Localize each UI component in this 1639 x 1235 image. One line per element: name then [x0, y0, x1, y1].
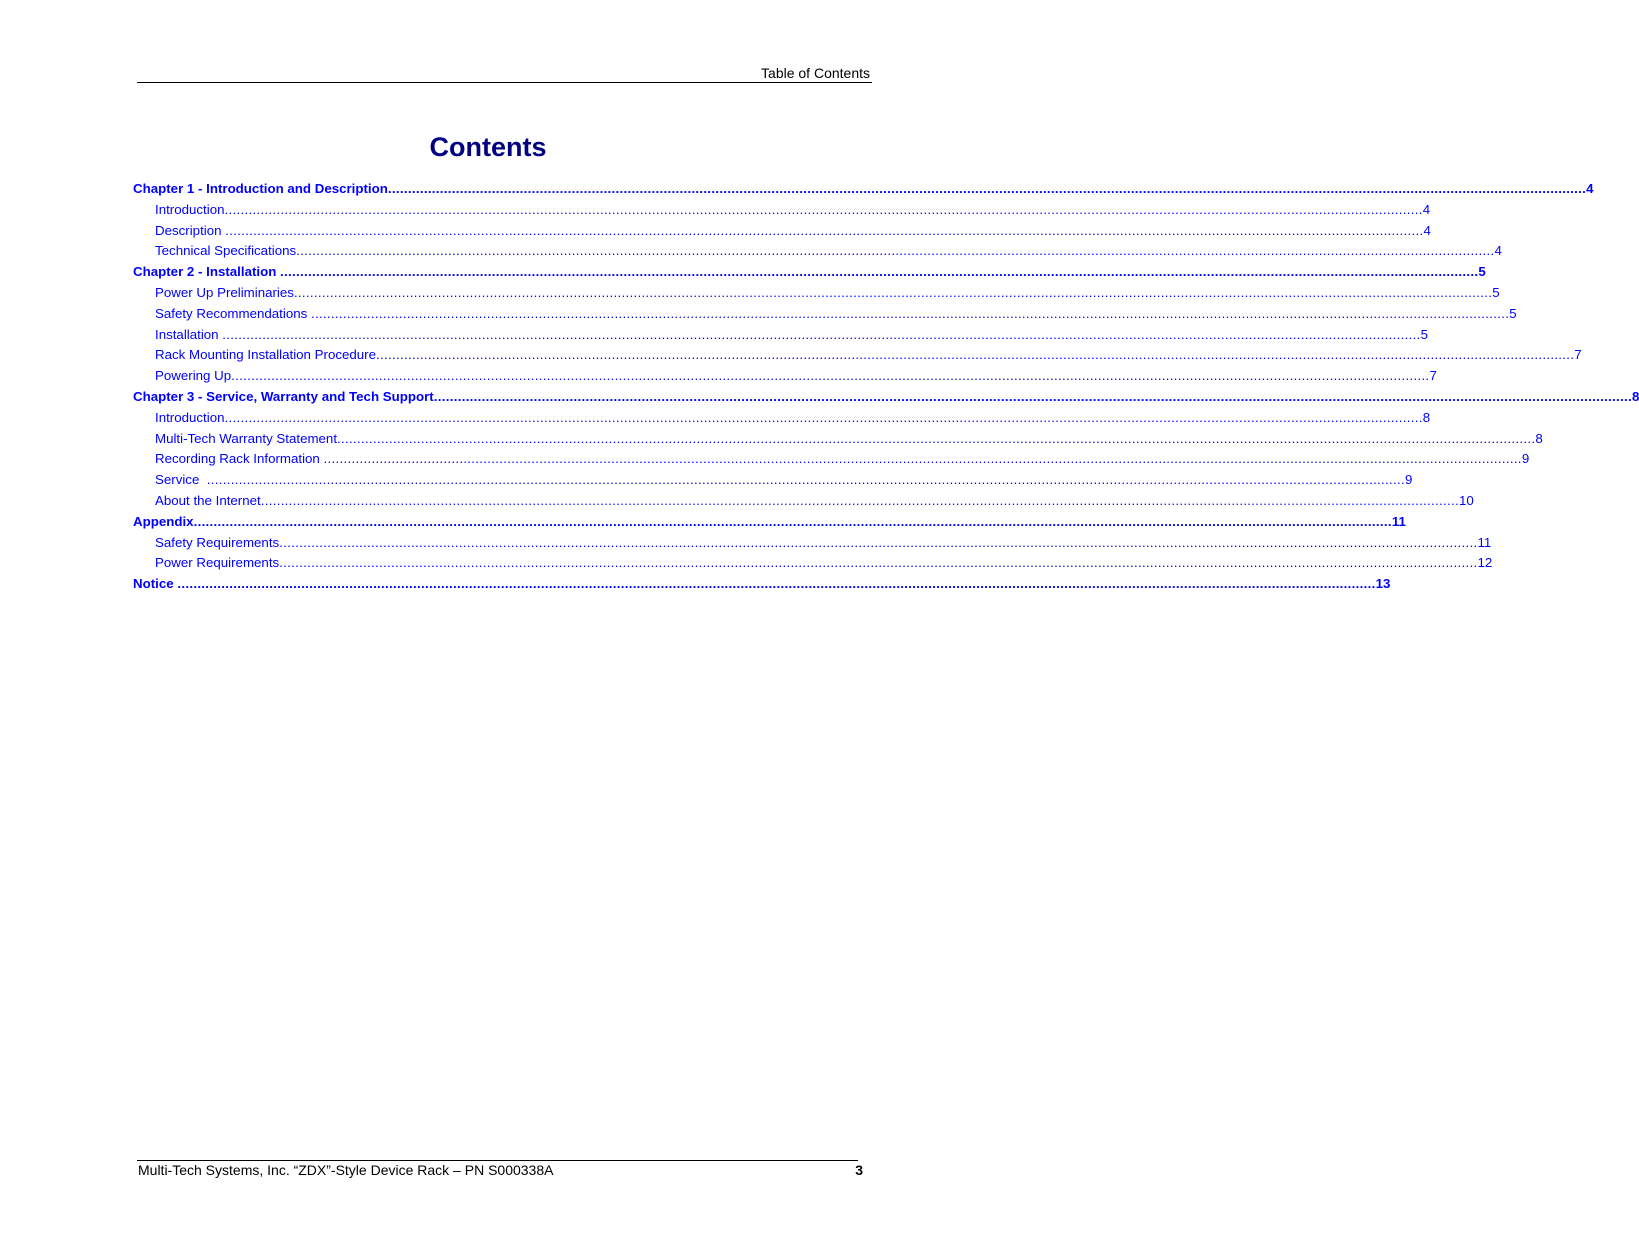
toc-entry-label: Introduction	[155, 201, 225, 217]
toc-entry-page: 9	[1405, 472, 1413, 488]
toc-entry-label: Safety Requirements	[155, 534, 280, 550]
page-title: Contents	[429, 132, 547, 163]
toc-section-link[interactable]	[133, 449, 1530, 470]
toc-entry-page: 7	[1574, 347, 1582, 363]
toc-section-link[interactable]	[133, 241, 1502, 262]
toc-dot-leader: ............................................................................................................................................................................................................................................................................................................	[280, 264, 1479, 280]
toc-entry-label: Introduction	[155, 409, 225, 425]
toc-section-link[interactable]	[133, 283, 1500, 304]
toc-dot-leader: ............................................................................................................................................................................................................................................................................................................	[224, 201, 1423, 217]
toc-section-link[interactable]	[133, 345, 1582, 366]
toc-entry-label: Power Requirements	[155, 555, 280, 571]
toc-entry-label: Chapter 2 - Installation	[133, 264, 281, 280]
toc-entry-page: 5	[1420, 326, 1428, 342]
toc-entry-label: Description	[155, 222, 226, 238]
toc-entry-label: Technical Specifications	[155, 243, 297, 259]
toc-entry-label: Notice	[133, 576, 178, 592]
toc-dot-leader: ............................................................................................................................................................................................................................................................................................................	[206, 472, 1406, 488]
toc-section-link[interactable]	[133, 533, 1492, 554]
toc-dot-leader: ............................................................................................................................................................................................................................................................................................................	[293, 284, 1493, 300]
toc-entry-label: Rack Mounting Installation Procedure	[155, 347, 376, 363]
toc-entry-page: 10	[1459, 492, 1474, 508]
toc-dot-leader: ............................................................................................................................................................................................................................................................................................................	[279, 534, 1478, 550]
footer-text: Multi-Tech Systems, Inc. “ZDX”-Style Device Rack – PN S000338A	[138, 1162, 554, 1178]
toc-entry-label: Chapter 3 - Service, Warranty and Tech Support	[133, 388, 434, 404]
toc-entry-page: 7	[1429, 368, 1437, 384]
toc-dot-leader: ............................................................................................................................................................................................................................................................................................................	[222, 326, 1421, 342]
toc-dot-leader: ............................................................................................................................................................................................................................................................................................................	[337, 430, 1536, 446]
toc-dot-leader: ............................................................................................................................................................................................................................................................................................................	[323, 451, 1522, 467]
toc-entry-page: 11	[1477, 534, 1492, 550]
toc-chapter-link[interactable]	[133, 512, 1406, 533]
toc-entry-page: 8	[1422, 409, 1431, 425]
toc-entry-label: Appendix	[133, 513, 194, 529]
toc-section-link[interactable]	[133, 470, 1413, 491]
toc-entry-page: 4	[1423, 222, 1431, 238]
header-rule	[137, 82, 872, 83]
toc-entry-label: Multi-Tech Warranty Statement	[155, 430, 338, 446]
toc-entry-page: 8	[1632, 388, 1639, 404]
toc-entry-label: Service	[155, 472, 207, 488]
toc-entry-label: Safety Recommendations	[155, 305, 311, 321]
toc-dot-leader: ............................................................................................................................................................................................................................................................................................................	[193, 513, 1392, 529]
toc-entry-page: 8	[1535, 430, 1543, 446]
toc-dot-leader: ............................................................................................................................................................................................................................................................................................................	[225, 222, 1424, 238]
toc-entry-label: Chapter 1 - Introduction and Description	[133, 181, 388, 196]
toc-dot-leader: ............................................................................................................................................................................................................................................................................................................	[279, 555, 1478, 571]
toc-dot-leader: ............................................................................................................................................................................................................................................................................................................	[310, 305, 1510, 321]
toc-entry-page: 11	[1391, 513, 1406, 529]
toc-entry-label: Powering Up	[155, 368, 232, 384]
toc-section-link[interactable]	[133, 366, 1437, 387]
toc-dot-leader: ............................................................................................................................................................................................................................................................................................................	[177, 576, 1376, 592]
toc-section-link[interactable]	[133, 429, 1543, 450]
toc-section-link[interactable]	[133, 553, 1493, 574]
toc-dot-leader: ............................................................................................................................................................................................................................................................................................................	[376, 347, 1575, 363]
toc-chapter-link[interactable]	[133, 387, 1639, 408]
table-of-contents	[133, 179, 1639, 595]
toc-section-link[interactable]	[133, 304, 1517, 325]
toc-entry-page: 4	[1422, 201, 1431, 217]
toc-dot-leader: ............................................................................................................................................................................................................................................................................................................	[387, 181, 1587, 196]
toc-dot-leader: ............................................................................................................................................................................................................................................................................................................	[260, 492, 1460, 508]
toc-entry-label: Installation	[155, 326, 223, 342]
toc-entry-page: 4	[1494, 243, 1502, 259]
toc-entry-label: Power Up Preliminaries	[155, 284, 294, 300]
toc-entry-label: Recording Rack Information	[155, 451, 324, 467]
running-header: Table of Contents	[761, 65, 870, 81]
toc-section-link[interactable]	[133, 325, 1428, 346]
toc-dot-leader: ............................................................................................................................................................................................................................................................................................................	[433, 388, 1633, 404]
footer-page-number: 3	[855, 1162, 863, 1178]
toc-entry-page: 13	[1375, 576, 1391, 592]
toc-section-link[interactable]	[133, 221, 1431, 242]
toc-section-link[interactable]	[133, 408, 1431, 429]
toc-dot-leader: ............................................................................................................................................................................................................................................................................................................	[224, 409, 1423, 425]
toc-section-link[interactable]	[133, 200, 1431, 221]
toc-entry-label: About the Internet	[155, 492, 261, 508]
toc-entry-page: 12	[1477, 555, 1493, 571]
toc-entry-page: 5	[1492, 284, 1500, 300]
toc-entry-page: 9	[1521, 451, 1530, 467]
toc-dot-leader: ............................................................................................................................................................................................................................................................................................................	[231, 368, 1430, 384]
toc-entry-page: 5	[1478, 264, 1486, 280]
toc-section-link[interactable]	[133, 491, 1474, 512]
toc-chapter-link[interactable]	[133, 574, 1391, 595]
toc-dot-leader: ............................................................................................................................................................................................................................................................................................................	[296, 243, 1495, 259]
toc-chapter-link[interactable]	[133, 262, 1486, 283]
toc-entry-page: 4	[1586, 181, 1594, 196]
toc-chapter-link[interactable]	[133, 179, 1594, 200]
toc-entry-page: 5	[1509, 305, 1517, 321]
